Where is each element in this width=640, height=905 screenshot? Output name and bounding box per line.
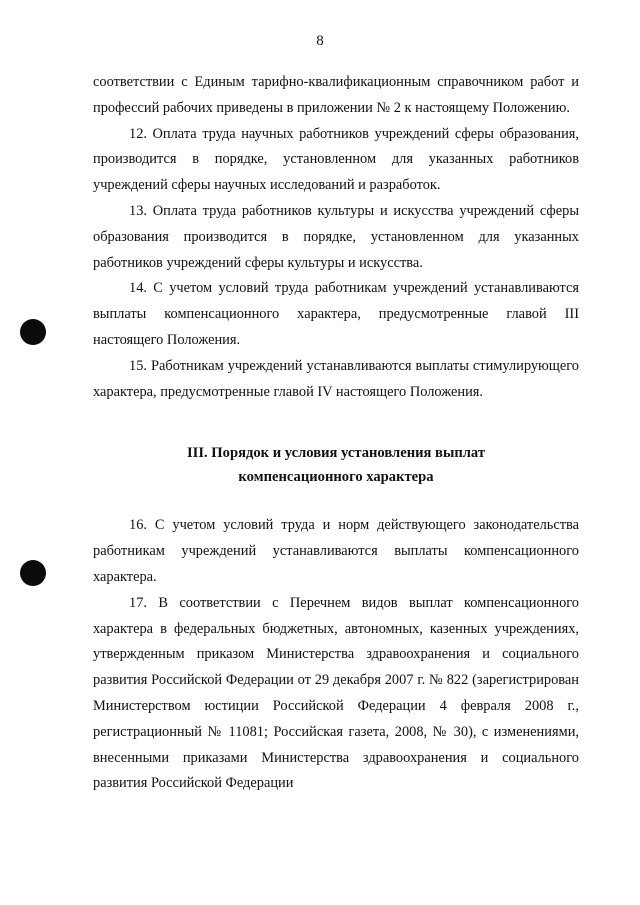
section-heading-line-1: III. Порядок и условия установления выплат (186, 445, 486, 462)
paragraph-15: 15. Работникам учреждений устанавливаются выплаты стимулирующего характера, предусмотренные главой IV настоящего Положения. (93, 357, 579, 400)
paragraph-14: 14. С учетом условий труда работникам учреждений устанавливаются выплаты компенсационного характера, предусмотренные главой III настоящего Положения. (93, 280, 579, 348)
punch-hole-mark (20, 319, 46, 345)
page-number: 8 (316, 33, 324, 49)
punch-hole-mark (20, 560, 46, 586)
document-body (93, 70, 579, 797)
section-heading-line-2: компенсационного характера (238, 469, 434, 486)
paragraph-17: 17. В соответствии с Перечнем видов выплат компенсационного характера в федеральных бюджетных, автономных, казенных учреждениях, утвержденным приказом Министерства здравоохранения и социального развития Российской Федерации от 29 декабря 2007 г. № 822 (зарегистрирован Министерством юстиции Российской Федерации 4 февраля 2008 г., регистрационный № 11081; Российская газета, 2008, № 30), с изменениями, внесенными приказами Министерства здравоохранения и социального развития Российской Федерации (93, 594, 579, 792)
paragraph-13: 13. Оплата труда работников культуры и искусства учреждений сферы образования производится в порядке, установленном для указанных работников учреждений сферы культуры и искусства. (93, 202, 579, 271)
paragraph-continuation: соответствии с Единым тарифно-квалификационным справочником работ и профессий рабочих приведены в приложении № 2 к настоящему Положению. (93, 74, 579, 116)
paragraph-16: 16. С учетом условий труда и норм действующего законодательства работникам учреждений устанавливаются выплаты компенсационного характера. (93, 517, 579, 585)
paragraph-12: 12. Оплата труда научных работников учреждений сферы образования, производится в порядке, установленном для указанных работников учреждений сферы научных исследований и разработок. (93, 125, 579, 194)
section-heading (93, 441, 579, 489)
